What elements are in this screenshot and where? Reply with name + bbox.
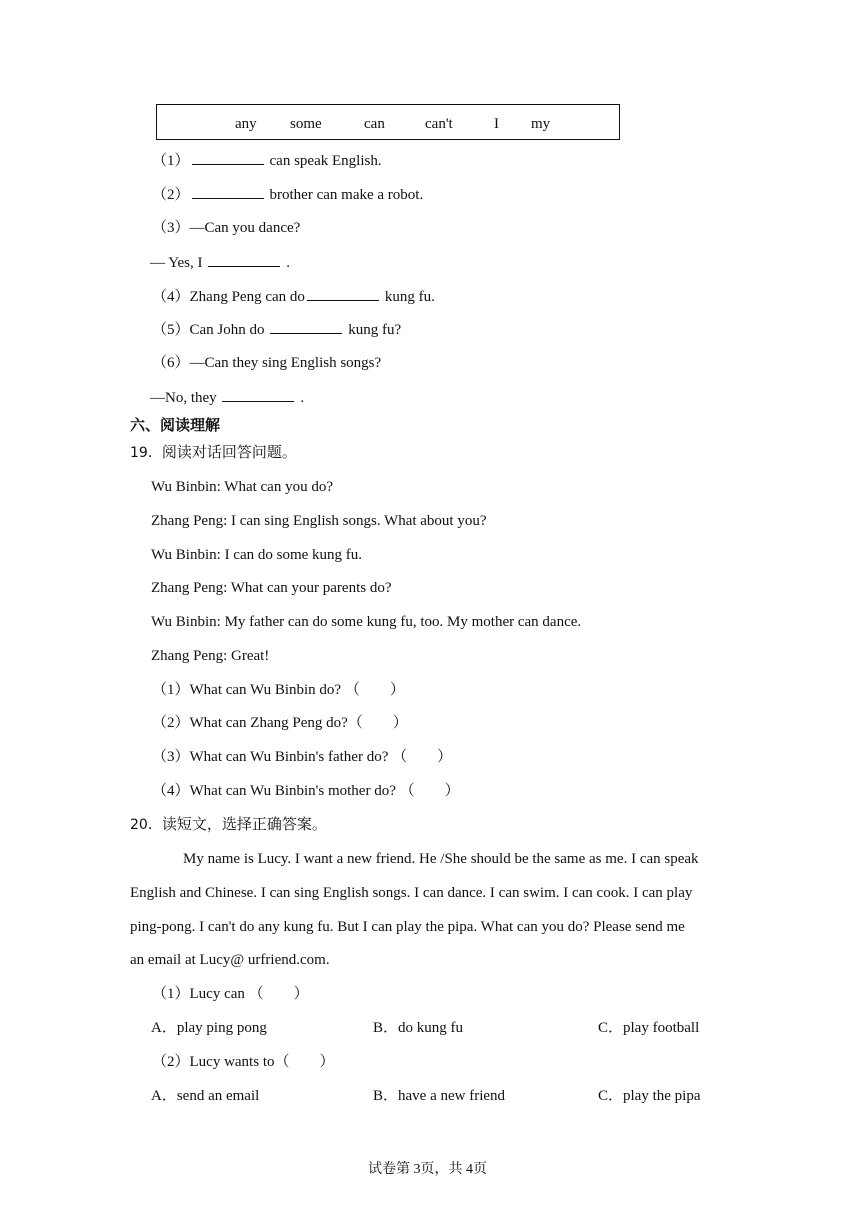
- fill-item-text: brother can make a robot.: [269, 187, 424, 203]
- word-bank-item: some: [290, 116, 322, 132]
- fill-item-prefix: （1）: [152, 153, 190, 169]
- fill-item-prefix: （5）Can John do: [152, 322, 265, 338]
- sub-question: （1）What can Wu Binbin do? （ ）: [152, 682, 405, 698]
- sub-question: （3）What can Wu Binbin's father do? （ ）: [152, 749, 453, 765]
- option-b[interactable]: B．do kung fu: [373, 1020, 464, 1036]
- option-c[interactable]: C．play the pipa: [598, 1088, 701, 1104]
- dialogue-line: Zhang Peng: What can your parents do?: [151, 580, 392, 596]
- answer-blank[interactable]: [208, 252, 280, 267]
- passage-line: My name is Lucy. I want a new friend. He /She should be the same as me. I can speak: [183, 851, 699, 867]
- fill-item-text: can speak English.: [269, 153, 382, 169]
- answer-blank[interactable]: [222, 387, 294, 402]
- word-bank-item: can't: [425, 116, 453, 132]
- dialogue-line: Wu Binbin: I can do some kung fu.: [151, 547, 363, 563]
- fill-item-text: kung fu.: [384, 289, 435, 305]
- word-bank-item: can: [364, 116, 385, 132]
- fill-item-6-answer: [150, 387, 304, 408]
- fill-item-4: [152, 286, 435, 307]
- question-number: 19．: [130, 445, 162, 461]
- sub-question: （1）Lucy can （ ）: [152, 986, 309, 1002]
- option-c[interactable]: C．play football: [598, 1020, 700, 1036]
- option-b[interactable]: B．have a new friend: [373, 1088, 506, 1104]
- passage-line: English and Chinese. I can sing English songs. I can dance. I can swim. I can cook. I can play: [130, 885, 693, 901]
- word-bank-box: [156, 104, 620, 140]
- fill-item-3-answer: [150, 252, 290, 273]
- passage-line: an email at Lucy@ urfriend.com.: [130, 952, 330, 968]
- fill-item-prefix: （4）Zhang Peng can do: [152, 289, 305, 305]
- sub-question: （4）What can Wu Binbin's mother do? （ ）: [152, 783, 460, 799]
- word-bank-item: any: [235, 116, 257, 132]
- word-bank-item: my: [531, 116, 551, 132]
- dialogue-line: Zhang Peng: Great!: [151, 648, 270, 664]
- fill-item-2: [152, 184, 423, 205]
- fill-item-prefix: —No, they: [150, 390, 217, 406]
- question-19-header: [130, 443, 297, 463]
- sub-question: （2）What can Zhang Peng do?（ ）: [152, 715, 408, 731]
- word-bank-item: I: [494, 116, 499, 132]
- section-title: 六、阅读理解: [130, 416, 221, 434]
- answer-blank[interactable]: [270, 319, 342, 334]
- fill-item-prefix: — Yes, I: [150, 255, 203, 271]
- sub-question: （2）Lucy wants to（ ）: [152, 1054, 335, 1070]
- page-footer: 试卷第 3页，共 4页: [368, 1162, 487, 1177]
- fill-item-prefix: （2）: [152, 187, 190, 203]
- option-a[interactable]: A．send an email: [151, 1088, 260, 1104]
- question-instruction: 读短文，选择正确答案。: [161, 817, 327, 833]
- answer-blank[interactable]: [192, 184, 264, 199]
- dialogue-line: Zhang Peng: I can sing English songs. What about you?: [151, 513, 487, 529]
- question-20-header: [130, 815, 327, 835]
- fill-item-text: .: [300, 390, 305, 406]
- question-instruction: 阅读对话回答问题。: [161, 445, 297, 461]
- dialogue-line: Wu Binbin: What can you do?: [151, 479, 333, 495]
- question-number: 20．: [130, 817, 162, 833]
- fill-item-text: kung fu?: [348, 322, 402, 338]
- fill-item-1: [152, 150, 382, 171]
- answer-blank[interactable]: [192, 150, 264, 165]
- passage-line: ping-pong. I can't do any kung fu. But I can play the pipa. What can you do? Please send me: [130, 919, 685, 935]
- fill-item-6: （6）—Can they sing English songs?: [152, 355, 382, 371]
- option-a[interactable]: A．play ping pong: [151, 1020, 267, 1036]
- fill-item-text: .: [286, 255, 291, 271]
- dialogue-line: Wu Binbin: My father can do some kung fu, too. My mother can dance.: [151, 614, 582, 630]
- fill-item-5: [152, 319, 401, 340]
- answer-blank[interactable]: [307, 286, 379, 301]
- fill-item-3: （3）—Can you dance?: [152, 220, 301, 236]
